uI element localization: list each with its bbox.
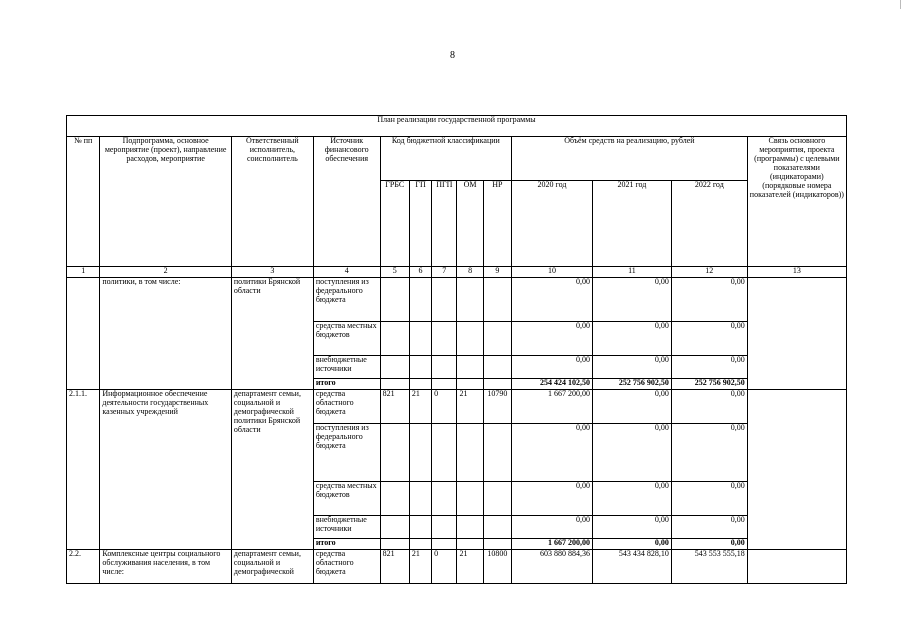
- row-gp: 21: [409, 390, 431, 424]
- row-gp: 21: [409, 550, 431, 584]
- table-caption: План реализации государственной программы: [67, 116, 847, 137]
- header-executor: Ответственный исполнитель, соисполнитель: [231, 137, 313, 267]
- header-2022: 2022 год: [671, 181, 747, 267]
- col-number: 6: [409, 267, 431, 278]
- row-link: [747, 390, 846, 550]
- header-volume: Объём средств на реализацию, рублей: [512, 137, 748, 181]
- row-value-2020: 603 880 884,36: [512, 550, 593, 584]
- row-source: поступления из федерального бюджета: [313, 278, 380, 322]
- row-executor: департамент семьи, социальной и демографической политики Брянской области: [231, 390, 313, 550]
- header-2021: 2021 год: [592, 181, 671, 267]
- row-value-2021: 0,00: [592, 322, 671, 356]
- header-row: [67, 137, 847, 181]
- row-source: средства местных бюджетов: [313, 322, 380, 356]
- row-np: 10800: [483, 550, 511, 584]
- header-budget-code: Код бюджетной классификации: [380, 137, 511, 181]
- header-num: № пп: [67, 137, 100, 267]
- col-number: 5: [380, 267, 409, 278]
- col-number: 13: [747, 267, 846, 278]
- col-number: 2: [100, 267, 232, 278]
- row-link: [747, 278, 846, 390]
- page-number: 8: [450, 50, 455, 61]
- row-value-2021: 0,00: [592, 390, 671, 424]
- col-number: 3: [231, 267, 313, 278]
- row-total-2021: 0,00: [592, 539, 671, 550]
- row-total-2022: 0,00: [671, 539, 747, 550]
- row-grbs: 821: [380, 550, 409, 584]
- row-total-2022: 252 756 902,50: [671, 379, 747, 390]
- row-num: 2.1.1.: [67, 390, 100, 550]
- row-value-2020: 0,00: [512, 278, 593, 322]
- header-grbs: ГРБС: [380, 181, 409, 267]
- header-gp: ГП: [409, 181, 431, 267]
- row-source: поступления из федерального бюджета: [313, 424, 380, 482]
- row-total-2021: 252 756 902,50: [592, 379, 671, 390]
- row-source: средства областного бюджета: [313, 550, 380, 584]
- row-value-2021: 0,00: [592, 424, 671, 482]
- row-source: средства местных бюджетов: [313, 482, 380, 516]
- row-value-2021: 0,00: [592, 356, 671, 379]
- row-program: Информационное обеспечение деятельности государственных казенных учреждений: [100, 390, 232, 550]
- row-grbs: 821: [380, 390, 409, 424]
- row-value-2022: 543 553 555,18: [671, 550, 747, 584]
- header-pgp: ПГП: [432, 181, 457, 267]
- col-number: 8: [457, 267, 483, 278]
- header-om: ОМ: [457, 181, 483, 267]
- row-value-2022: 0,00: [671, 356, 747, 379]
- row-value-2022: 0,00: [671, 278, 747, 322]
- row-value-2021: 543 434 828,10: [592, 550, 671, 584]
- row-source: внебюджетные источники: [313, 356, 380, 379]
- row-value-2020: 1 667 200,00: [512, 390, 593, 424]
- header-np: НР: [483, 181, 511, 267]
- row-program: Комплексные центры социального обслуживания населения, в том числе:: [100, 550, 232, 584]
- row-value-2020: 0,00: [512, 424, 593, 482]
- row-value-2020: 0,00: [512, 516, 593, 539]
- row-executor: политики Брянской области: [231, 278, 313, 390]
- row-value-2022: 0,00: [671, 322, 747, 356]
- row-num: 2.2.: [67, 550, 100, 584]
- row-value-2021: 0,00: [592, 482, 671, 516]
- row-pgp: 0: [432, 550, 457, 584]
- row-total-2020: 254 424 102,50: [512, 379, 593, 390]
- row-source: внебюджетные источники: [313, 516, 380, 539]
- header-program: Подпрограмма, основное мероприятие (проект), направление расходов, мероприятие: [100, 137, 232, 267]
- row-value-2021: 0,00: [592, 278, 671, 322]
- row-np: 10790: [483, 390, 511, 424]
- row-link: [747, 550, 846, 584]
- row-om: 21: [457, 390, 483, 424]
- row-source: итого: [313, 379, 380, 390]
- row-pgp: 0: [432, 390, 457, 424]
- col-number: 1: [67, 267, 100, 278]
- row-program: политики, в том числе:: [100, 278, 232, 390]
- col-number: 12: [671, 267, 747, 278]
- scan-edge-mark: [900, 0, 901, 9]
- col-number: 9: [483, 267, 511, 278]
- row-value-2022: 0,00: [671, 390, 747, 424]
- row-value-2022: 0,00: [671, 516, 747, 539]
- row-total-2020: 1 667 200,00: [512, 539, 593, 550]
- row-source: итого: [313, 539, 380, 550]
- col-number: 7: [432, 267, 457, 278]
- row-value-2020: 0,00: [512, 322, 593, 356]
- row-value-2020: 0,00: [512, 482, 593, 516]
- plan-table: [66, 115, 847, 584]
- row-value-2020: 0,00: [512, 356, 593, 379]
- caption-row: [67, 116, 847, 137]
- column-number-row: [67, 267, 847, 278]
- header-2020: 2020 год: [512, 181, 593, 267]
- row-num: [67, 278, 100, 390]
- table-row: [67, 390, 847, 424]
- col-number: 10: [512, 267, 593, 278]
- row-value-2021: 0,00: [592, 516, 671, 539]
- col-number: 11: [592, 267, 671, 278]
- row-value-2022: 0,00: [671, 424, 747, 482]
- col-number: 4: [313, 267, 380, 278]
- row-om: 21: [457, 550, 483, 584]
- row-source: средства областного бюджета: [313, 390, 380, 424]
- row-executor: департамент семьи, социальной и демографической: [231, 550, 313, 584]
- header-link: Связь основного мероприятия, проекта (программы) с целевыми показателями (индикаторами) (порядковые номера показателей (индикаторов)): [747, 137, 846, 267]
- table-row: [67, 278, 847, 322]
- table-row: [67, 550, 847, 584]
- header-source: Источник финансового обеспечения: [313, 137, 380, 267]
- row-value-2022: 0,00: [671, 482, 747, 516]
